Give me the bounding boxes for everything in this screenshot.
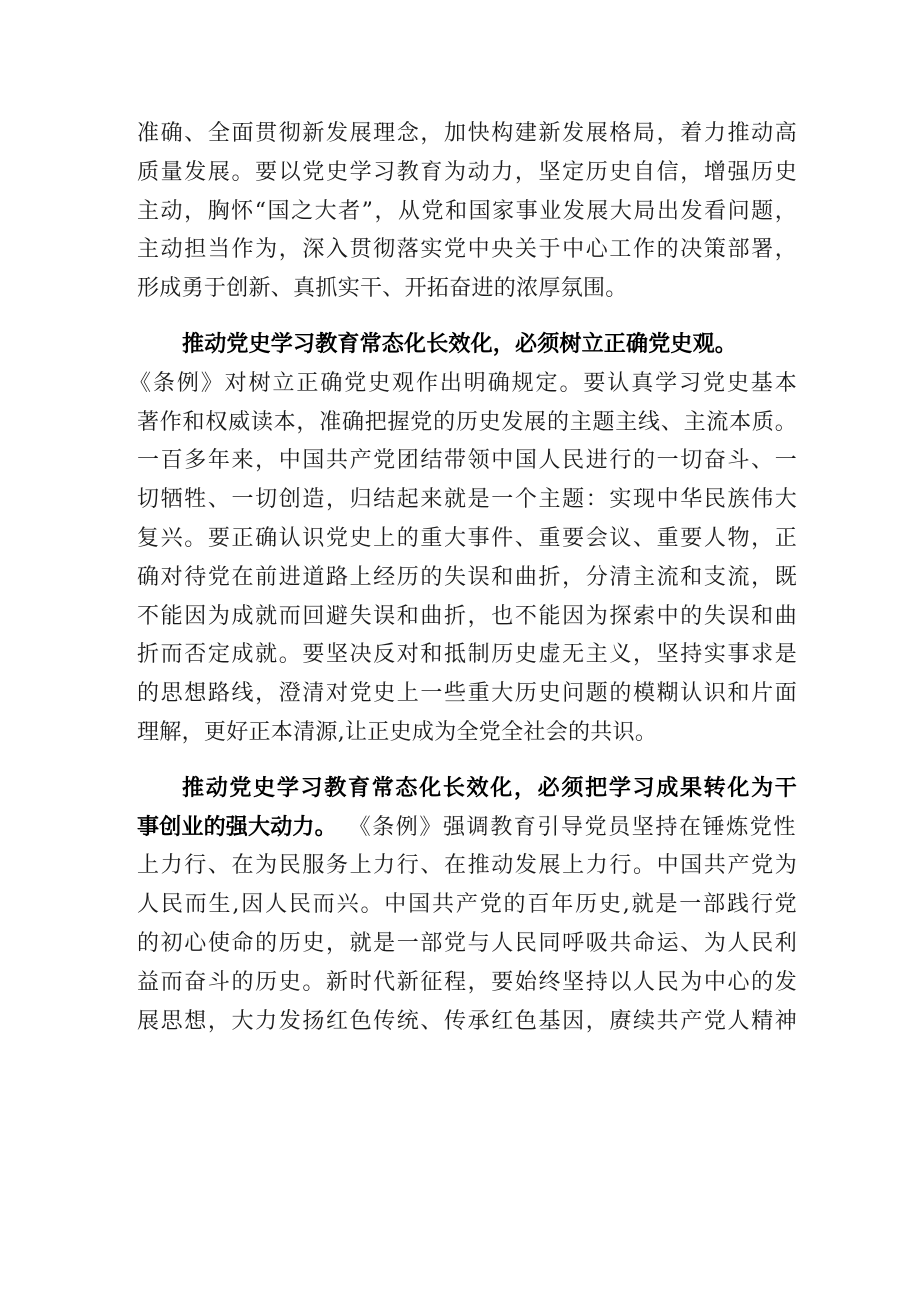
paragraph-line: 折而否定成就。要坚决反对和抵制历史虚无主义，坚持实事求是 — [137, 642, 797, 668]
paragraph-line: 主动担当作为，深入贯彻落实党中央关于中心工作的决策部署， — [137, 237, 797, 263]
paragraph-line: 切牺牲、一切创造，归结起来就是一个主题：实现中华民族伟大 — [137, 487, 797, 513]
document-body — [129, 115, 797, 1041]
paragraph-2 — [129, 326, 797, 753]
paragraph-line: 上力行、在为民服务上力行、在推动发展上力行。中国共产党为 — [137, 853, 797, 879]
paragraph-line: 确对待党在前进道路上经历的失误和曲折，分清主流和支流，既 — [137, 564, 797, 590]
paragraph-line: 一百多年来，中国共产党团结带领中国人民进行的一切奋斗、一 — [137, 448, 797, 474]
paragraph-line: 的思想路线，澄清对党史上一些重大历史问题的模糊认识和片面 — [137, 681, 797, 707]
paragraph-line: 益而奋斗的历史。新时代新征程，要始终坚持以人民为中心的发 — [137, 969, 797, 995]
paragraph-line: 展思想，大力发扬红色传统、传承红色基因，赓续共产党人精神 — [137, 1008, 797, 1034]
paragraph-line: 准确、全面贯彻新发展理念，加快构建新发展格局，着力推动高 — [137, 121, 797, 146]
paragraph-line: 复兴。要正确认识党史上的重大事件、重要会议、重要人物，正 — [137, 525, 797, 551]
paragraph-line-rest: 《条例》强调教育引导党员坚持在锤炼党性 — [348, 814, 797, 840]
paragraph-line: 的初心使命的历史，就是一部党与人民同呼吸共命运、为人民利 — [137, 930, 797, 956]
paragraph-1 — [137, 115, 797, 309]
paragraph-line: 理解，更好正本清源,让正史成为全党全社会的共识。 — [137, 719, 658, 745]
paragraph-line: 著作和权威读本，准确把握党的历史发展的主题主线、主流本质。 — [137, 409, 797, 435]
section-heading: 推动党史学习教育常态化长效化，必须把学习成果转化为干 — [182, 775, 797, 801]
paragraph-line: 《条例》对树立正确党史观作出明确规定。要认真学习党史基本 — [129, 370, 797, 396]
section-heading-continued: 事创业的强大动力。 — [137, 814, 337, 840]
paragraph-line — [137, 809, 797, 848]
section-heading: 推动党史学习教育常态化长效化，必须树立正确党史观。 — [182, 331, 738, 357]
paragraph-line: 人民而生,因人民而兴。中国共产党的百年历史,就是一部践行党 — [137, 892, 797, 918]
paragraph-line: 不能因为成就而回避失误和曲折，也不能因为探索中的失误和曲 — [137, 603, 797, 629]
paragraph-3 — [137, 770, 797, 1042]
paragraph-line: 主动，胸怀“国之大者”，从党和国家事业发展大局出发看问题， — [137, 198, 797, 224]
paragraph-line: 形成勇于创新、真抓实干、开拓奋进的浓厚氛围。 — [137, 276, 628, 302]
paragraph-line: 质量发展。要以党史学习教育为动力，坚定历史自信，增强历史 — [137, 159, 797, 185]
